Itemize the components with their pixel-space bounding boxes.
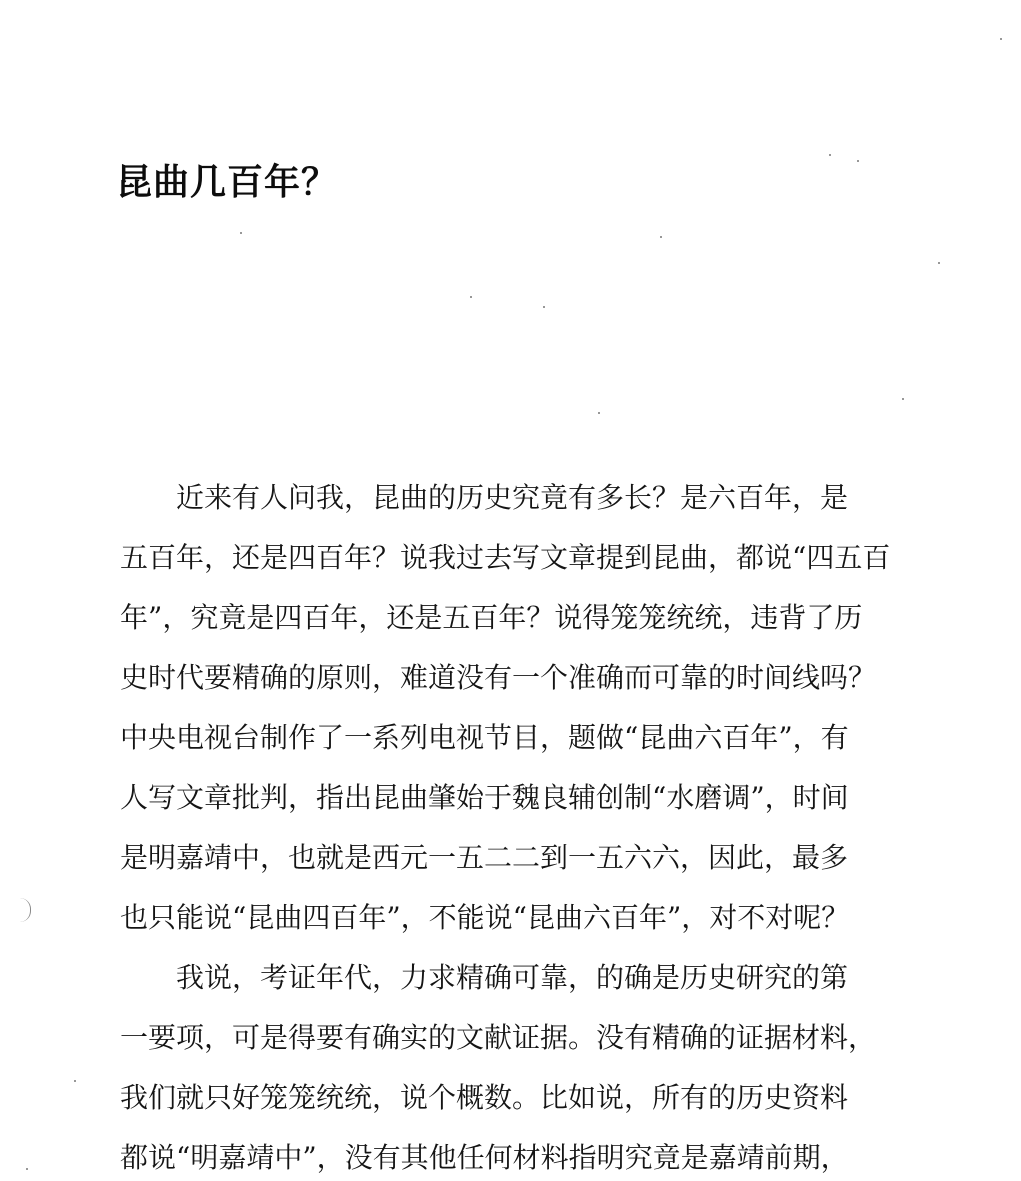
scan-speck [829, 154, 831, 156]
text-line: 五百年，还是四百年？说我过去写文章提到昆曲，都说“四五百 [120, 541, 891, 574]
scan-speck [857, 160, 859, 162]
text-line: 年”，究竟是四百年，还是五百年？说得笼笼统统，违背了历 [120, 601, 863, 634]
scan-speck [598, 412, 600, 414]
text-line: 也只能说“昆曲四百年”，不能说“昆曲六百年”，对不对呢？ [120, 901, 850, 934]
text-line: 是明嘉靖中，也就是西元一五二二到一五六六，因此，最多 [120, 841, 849, 874]
text-line: 我说，考证年代，力求精确可靠，的确是历史研究的第 [176, 961, 849, 994]
scan-speck [902, 398, 904, 400]
scan-speck [938, 262, 940, 264]
text-line: 一要项，可是得要有确实的文献证据。没有精确的证据材料， [120, 1021, 877, 1054]
scan-speck [26, 1168, 28, 1170]
scan-speck [74, 1080, 76, 1082]
text-line: 人写文章批判，指出昆曲肇始于魏良辅创制“水磨调”，时间 [120, 781, 849, 814]
scan-speck [470, 296, 472, 298]
scan-speck [660, 236, 662, 238]
scan-mark [20, 898, 31, 922]
text-line: 都说“明嘉靖中”，没有其他任何材料指明究竟是嘉靖前期， [120, 1141, 849, 1174]
text-line: 史时代要精确的原则，难道没有一个准确而可靠的时间线吗？ [120, 661, 877, 694]
text-line: 近来有人问我，昆曲的历史究竟有多长？是六百年，是 [176, 481, 849, 514]
article-title: 昆曲几百年？ [116, 161, 339, 203]
text-line: 我们就只好笼笼统统，说个概数。比如说，所有的历史资料 [120, 1081, 849, 1114]
scan-speck [543, 306, 545, 308]
scan-speck [1000, 38, 1002, 40]
text-line: 中央电视台制作了一系列电视节目，题做“昆曲六百年”，有 [120, 721, 849, 754]
scan-speck [240, 232, 242, 234]
